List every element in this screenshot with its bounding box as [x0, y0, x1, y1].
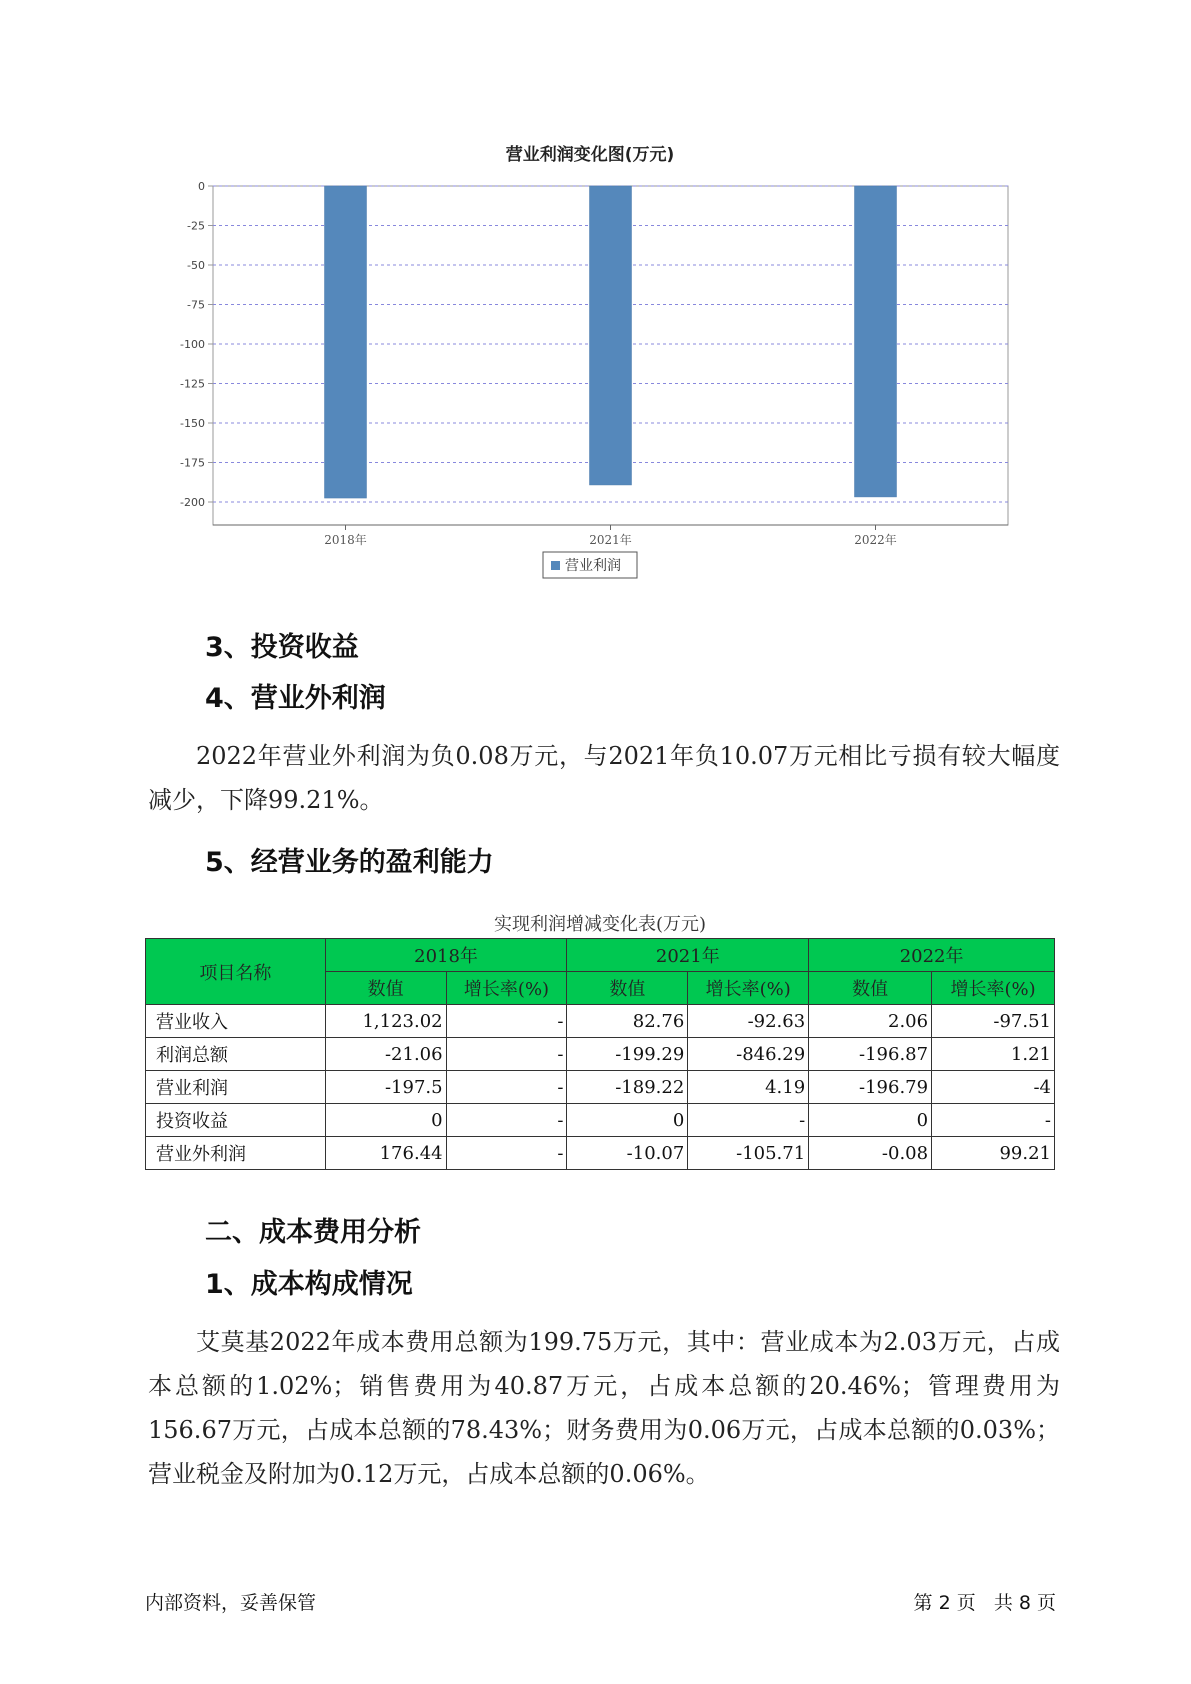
cell: -4	[932, 1071, 1055, 1104]
cell: 4.19	[688, 1071, 809, 1104]
row-name: 利润总额	[146, 1038, 326, 1071]
cell: -196.87	[809, 1038, 932, 1071]
heading-non-operating-profit: 4、营业外利润	[205, 683, 386, 714]
cell: -846.29	[688, 1038, 809, 1071]
cell: 176.44	[325, 1137, 446, 1170]
row-name: 投资收益	[146, 1104, 326, 1137]
legend-label: 营业利润	[565, 558, 621, 574]
header-value: 数值	[325, 972, 446, 1005]
header-item-name: 项目名称	[146, 939, 326, 1005]
cell: -	[446, 1104, 567, 1137]
row-name: 营业收入	[146, 1005, 326, 1038]
cell: -92.63	[688, 1005, 809, 1038]
x-tick-label: 2018年	[324, 533, 367, 547]
y-tick-label: -50	[187, 259, 205, 272]
cell: -	[688, 1104, 809, 1137]
header-year: 2018年	[325, 939, 567, 972]
cell: -	[932, 1104, 1055, 1137]
chart-title: 营业利润变化图(万元)	[505, 145, 675, 165]
cell: 82.76	[567, 1005, 688, 1038]
cell: 99.21	[932, 1137, 1055, 1170]
y-tick-label: -100	[180, 338, 205, 351]
header-growth: 增长率(%)	[446, 972, 567, 1005]
x-tick-label: 2021年	[589, 533, 632, 547]
cell: 0	[567, 1104, 688, 1137]
bar	[590, 186, 632, 485]
header-year: 2021年	[567, 939, 809, 972]
cell: -	[446, 1005, 567, 1038]
cell: -	[446, 1137, 567, 1170]
row-name: 营业外利润	[146, 1137, 326, 1170]
y-tick-label: -150	[180, 417, 205, 430]
footer-page-number: 第 2 页 共 8 页	[913, 1592, 1056, 1614]
cell: -21.06	[325, 1038, 446, 1071]
table-caption: 实现利润增减变化表(万元)	[493, 914, 707, 935]
cell: 0	[809, 1104, 932, 1137]
row-name: 营业利润	[146, 1071, 326, 1104]
table-row	[146, 1104, 1055, 1137]
cell: -189.22	[567, 1071, 688, 1104]
footer-confidential: 内部资料，妥善保管	[145, 1592, 317, 1614]
header-value: 数值	[567, 972, 688, 1005]
cell: 2.06	[809, 1005, 932, 1038]
heading-cost-structure: 1、成本构成情况	[205, 1269, 413, 1300]
profit-change-table	[145, 938, 1055, 1170]
cell: -196.79	[809, 1071, 932, 1104]
cell: -197.5	[325, 1071, 446, 1104]
cell: -	[446, 1038, 567, 1071]
paragraph-non-operating-profit: 2022年营业外利润为负0.08万元，与2021年负10.07万元相比亏损有较大幅度减少，下降99.21%。	[148, 742, 1060, 814]
table-row	[146, 1005, 1055, 1038]
y-tick-label: -200	[180, 496, 205, 509]
header-growth: 增长率(%)	[932, 972, 1055, 1005]
y-tick-label: -125	[180, 377, 205, 391]
heading-investment-income: 3、投资收益	[205, 632, 359, 663]
y-tick-label: -75	[187, 298, 205, 312]
table-row	[146, 1038, 1055, 1071]
y-tick-label: -25	[187, 219, 205, 233]
table-row	[146, 1071, 1055, 1104]
cell: 0	[325, 1104, 446, 1137]
cell: -0.08	[809, 1137, 932, 1170]
operating-profit-chart	[160, 140, 1020, 590]
cell: -	[446, 1071, 567, 1104]
cell: -199.29	[567, 1038, 688, 1071]
table-row	[146, 1137, 1055, 1170]
header-growth: 增长率(%)	[688, 972, 809, 1005]
x-tick-label: 2022年	[854, 533, 897, 547]
cell: -105.71	[688, 1137, 809, 1170]
chart-canvas	[160, 140, 1020, 590]
paragraph-cost-structure: 艾莫基2022年成本费用总额为199.75万元，其中：营业成本为2.03万元，占成本总额的1.02%；销售费用为40.87万元，占成本总额的20.46%；管理费用为156.67万元，占成本总额的78.43%；财务费用为0.06万元，占成本总额的0.03%；营业税金及附加为0.12万元，占成本总额的0.06%。	[148, 1328, 1060, 1488]
cell: -97.51	[932, 1005, 1055, 1038]
legend-swatch	[551, 561, 560, 570]
bar	[325, 186, 367, 498]
header-year: 2022年	[809, 939, 1055, 972]
heading-cost-analysis: 二、成本费用分析	[205, 1217, 421, 1248]
bar	[855, 186, 897, 497]
cell: -10.07	[567, 1137, 688, 1170]
cell: 1.21	[932, 1038, 1055, 1071]
heading-profitability: 5、经营业务的盈利能力	[205, 847, 494, 878]
y-tick-label: 0	[198, 180, 205, 193]
cell: 1,123.02	[325, 1005, 446, 1038]
y-tick-label: -175	[180, 456, 205, 470]
header-value: 数值	[809, 972, 932, 1005]
